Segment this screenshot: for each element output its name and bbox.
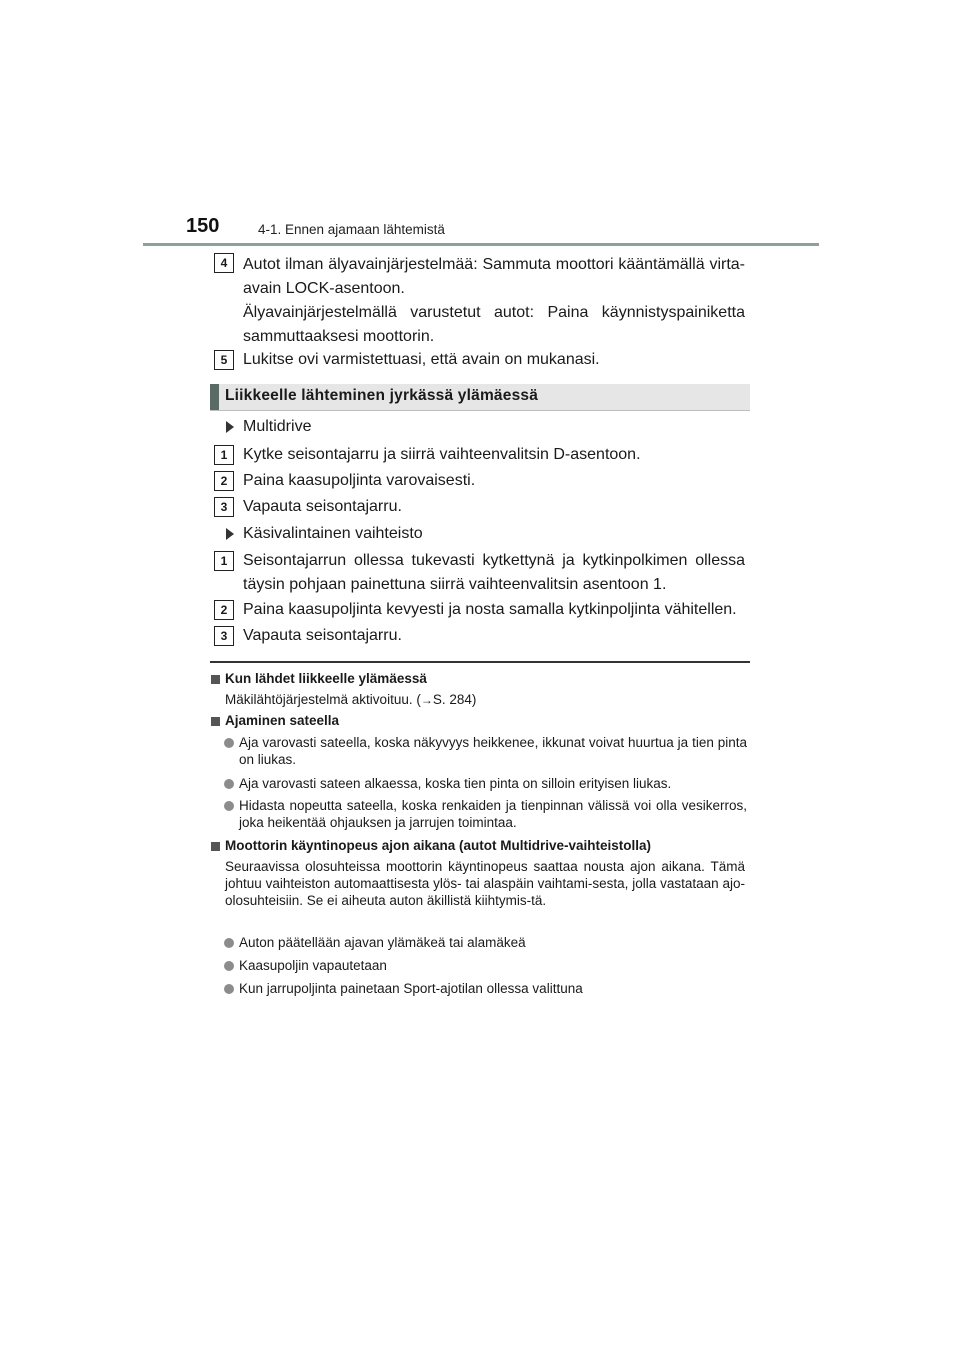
square-bullet-icon	[211, 675, 220, 684]
bullet-text: Auton päätellään ajavan ylämäkeä tai alamäkeä	[239, 935, 526, 950]
triangle-arrow-icon	[226, 421, 234, 433]
note-heading: Ajaminen sateella	[225, 713, 340, 728]
step-text: Älyavainjärjestelmällä varustetut autot: Paina käynnistyspainiketta sammuttaaksesi moottorin.	[243, 304, 745, 345]
step-text: Lukitse ovi varmistettuasi, että avain on mukanasi.	[243, 351, 600, 368]
section-accent	[210, 384, 219, 410]
page-number: 150	[186, 215, 220, 237]
step-number-badge: 3	[214, 497, 234, 517]
bullet-text: Kaasupoljin vapautetaan	[239, 958, 387, 973]
step-number-badge: 1	[214, 445, 234, 465]
step-number-badge: 5	[214, 350, 234, 370]
section-heading-bar	[210, 384, 750, 411]
step-number-badge: 2	[214, 600, 234, 620]
notes-rule	[210, 661, 750, 663]
group-label: Käsivalintainen vaihteisto	[243, 525, 423, 542]
step-text: Vapauta seisontajarru.	[243, 498, 402, 515]
section-title: Liikkeelle lähteminen jyrkässä ylämäessä	[225, 387, 539, 404]
step-text: Vapauta seisontajarru.	[243, 627, 402, 644]
round-bullet-icon	[224, 938, 234, 948]
square-bullet-icon	[211, 842, 220, 851]
group-label: Multidrive	[243, 418, 312, 435]
note-heading: Moottorin käyntinopeus ajon aikana (autot Multidrive-vaihteistolla)	[225, 838, 652, 853]
note-heading: Kun lähdet liikkeelle ylämäessä	[225, 671, 427, 686]
step-text: Paina kaasupoljinta kevyesti ja nosta samalla kytkinpoljinta vähitellen.	[243, 601, 737, 618]
bullet-text: Aja varovasti sateella, koska näkyvyys heikkenee, ikkunat voivat huurtua ja tien pinta on liukas.	[239, 735, 747, 767]
step-text: Kytke seisontajarru ja siirrä vaihteenvalitsin D-asentoon.	[243, 446, 641, 463]
bullet-text: Aja varovasti sateen alkaessa, koska tien pinta on silloin erityisen liukas.	[239, 776, 672, 791]
step-number-badge: 2	[214, 471, 234, 491]
triangle-arrow-icon	[226, 528, 234, 540]
square-bullet-icon	[211, 717, 220, 726]
step-text: Seisontajarrun ollessa tukevasti kytkettynä ja kytkinpolkimen ollessa täysin pohjaan painettuna siirrä vaihteenvalitsin asentoon 1.	[243, 552, 745, 593]
page-reference-arrow-icon: →	[420, 693, 433, 707]
step-number-badge: 1	[214, 551, 234, 571]
note-text-before: Mäkilähtöjärjestelmä aktivoituu. (	[225, 692, 421, 707]
round-bullet-icon	[224, 738, 234, 748]
step-number-badge: 4	[214, 253, 234, 273]
note-text	[225, 691, 747, 709]
step-number-badge: 3	[214, 626, 234, 646]
step-text: Paina kaasupoljinta varovaisesti.	[243, 472, 476, 489]
bullet-text: Hidasta nopeutta sateella, koska renkaiden ja tienpinnan välissä voi olla vesikerros, joka heikentää ohjauksen ja jarrujen toimintaa.	[239, 798, 747, 830]
bullet-text: Kun jarrupoljinta painetaan Sport-ajotilan ollessa valittuna	[239, 981, 583, 996]
round-bullet-icon	[224, 779, 234, 789]
step-text: Autot ilman älyavainjärjestelmää: Sammuta moottori kääntämällä virta-avain LOCK-asentoon.	[243, 256, 745, 297]
round-bullet-icon	[224, 961, 234, 971]
note-text: Seuraavissa olosuhteissa moottorin käyntinopeus saattaa nousta ajon aikana. Tämä johtuu vaihteiston automaattisesta ylös- tai alaspäin vaihtami-sesta, jolla vastataan ajo-olosuhteisiin. Se ei aiheuta auton äkillistä kiihtymis-tä.	[225, 859, 745, 908]
header-rule	[143, 243, 819, 246]
chapter-title: 4-1. Ennen ajamaan lähtemistä	[258, 222, 445, 237]
page-reference[interactable]: S. 284)	[432, 692, 477, 707]
round-bullet-icon	[224, 801, 234, 811]
round-bullet-icon	[224, 984, 234, 994]
